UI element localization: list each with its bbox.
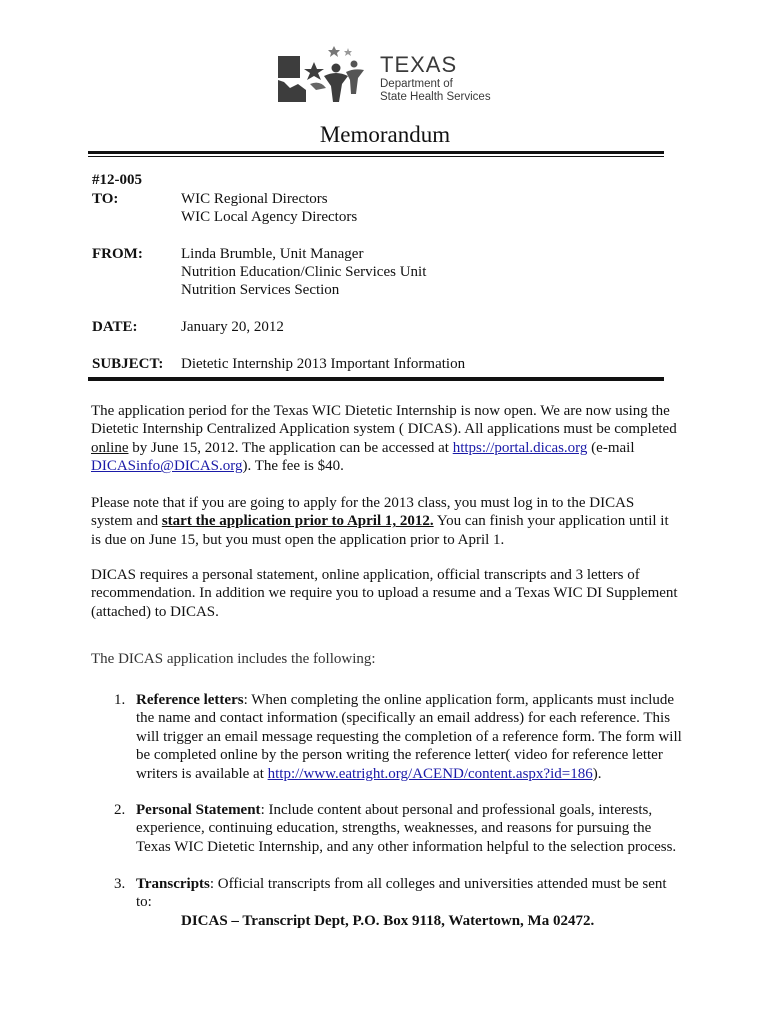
eatright-link[interactable]: http://www.eatright.org/ACEND/content.aspx?id=186 bbox=[267, 765, 593, 782]
to-line-2: WIC Local Agency Directors bbox=[181, 209, 358, 225]
p2-line-1: Please note that if you are going to apply for the 2013 class, you must log in to the DICAS bbox=[91, 495, 635, 511]
item3-line-1: : Official transcripts from all colleges and universities attended must be sent bbox=[209, 876, 667, 892]
date-label: DATE: bbox=[92, 319, 138, 335]
item1-line-3: will trigger an email message requesting the completion of a reference form. The form will bbox=[136, 728, 682, 745]
item1-line-1: : When completing the online application form, applicants must include bbox=[243, 692, 675, 708]
paragraph-dicas-requirements bbox=[91, 566, 691, 621]
memo-title: Memorandum bbox=[319, 122, 451, 147]
logo-texas: TEXAS bbox=[380, 52, 458, 77]
paragraph-2013-class bbox=[91, 494, 691, 549]
item1-line-5-start: writers is available at bbox=[136, 765, 268, 782]
personal-statement-title: Personal Statement bbox=[136, 802, 261, 818]
p4-line: The DICAS application includes the following: bbox=[91, 651, 376, 667]
portal-link[interactable]: https://portal.dicas.org bbox=[452, 439, 588, 456]
logo-dept-line2: State Health Services bbox=[380, 91, 491, 103]
memo-number-value: #12-005 bbox=[92, 172, 142, 188]
from-label: FROM: bbox=[92, 246, 143, 262]
to-label: TO: bbox=[92, 191, 119, 207]
item1-line-2: the name and contact information (specifically an email address) for each reference. This bbox=[136, 710, 671, 727]
deadline-emphasis: start the application prior to April 1, 2012. bbox=[161, 513, 434, 530]
logo-dept-line1: Department of bbox=[380, 78, 453, 90]
p2-line-2-end: You can finish your application until it bbox=[433, 513, 669, 530]
from-line-3: Nutrition Services Section bbox=[181, 282, 340, 298]
p1-line-4 bbox=[91, 457, 691, 475]
p1-line-3-end: (e-mail bbox=[587, 439, 635, 456]
email-link[interactable]: DICASinfo@DICAS.org bbox=[91, 458, 243, 475]
top-rule bbox=[88, 151, 664, 157]
p1-line-3-mid: by June 15, 2012. The application can be accessed at bbox=[128, 439, 453, 456]
paragraph-includes bbox=[91, 650, 691, 668]
to-line-1: WIC Regional Directors bbox=[181, 191, 328, 207]
header-bottom-rule bbox=[88, 377, 664, 381]
subject-label: SUBJECT: bbox=[92, 356, 164, 372]
p1-line-1: The application period for the Texas WIC Dietetic Internship is now open. We are now using the bbox=[91, 403, 670, 419]
item1-line-5-end: ). bbox=[592, 765, 602, 782]
p3-line-2: recommendation. In addition we require you to upload a resume and a Texas WIC DI Supplement bbox=[91, 585, 678, 602]
item2-line-1: : Include content about personal and professional goals, interests, bbox=[260, 802, 653, 818]
list-num-1: 1. bbox=[114, 692, 126, 708]
from-line-2: Nutrition Education/Clinic Services Unit bbox=[181, 264, 427, 280]
item3-line-2: to: bbox=[136, 894, 152, 911]
p2-line-2-start: system and bbox=[91, 513, 162, 530]
p2-line-2 bbox=[91, 512, 691, 530]
transcripts-title: Transcripts bbox=[136, 876, 210, 892]
item2-line-3: Texas WIC Dietetic Internship, and any other information helpful to the selection process. bbox=[136, 838, 677, 855]
p3-line-1: DICAS requires a personal statement, online application, official transcripts and 3 letters of bbox=[91, 567, 640, 583]
p2-line-3: is due on June 15, but you must open the application prior to April 1. bbox=[91, 531, 505, 548]
dshs-logo bbox=[276, 44, 506, 112]
item1-line-4: be completed online by the person writing the reference letter( video for reference letter bbox=[136, 747, 663, 764]
from-line-1: Linda Brumble, Unit Manager bbox=[181, 246, 364, 262]
online-text: online bbox=[91, 439, 129, 456]
item2-line-2: experience, continuing education, strengths, weaknesses, and reasons for pursuing the bbox=[136, 820, 652, 837]
texas-logo-graphic-icon bbox=[276, 44, 380, 112]
p1-line-2: Dietetic Internship Centralized Application system ( DICAS). All applications must be completed bbox=[91, 421, 677, 438]
subject-value: Dietetic Internship 2013 Important Information bbox=[181, 356, 466, 372]
p1-line-4-end: ). The fee is $40. bbox=[242, 458, 344, 475]
transcript-address: DICAS – Transcript Dept, P.O. Box 9118, Watertown, Ma 02472. bbox=[181, 912, 595, 929]
reference-letters-title: Reference letters bbox=[136, 692, 244, 708]
list-num-2: 2. bbox=[114, 802, 126, 818]
list-num-3: 3. bbox=[114, 876, 126, 892]
p1-line-3 bbox=[91, 439, 691, 457]
paragraph-application-period bbox=[91, 402, 691, 476]
date-value: January 20, 2012 bbox=[181, 319, 284, 335]
logo-text bbox=[380, 54, 491, 104]
p3-line-3: (attached) to DICAS. bbox=[91, 603, 219, 620]
